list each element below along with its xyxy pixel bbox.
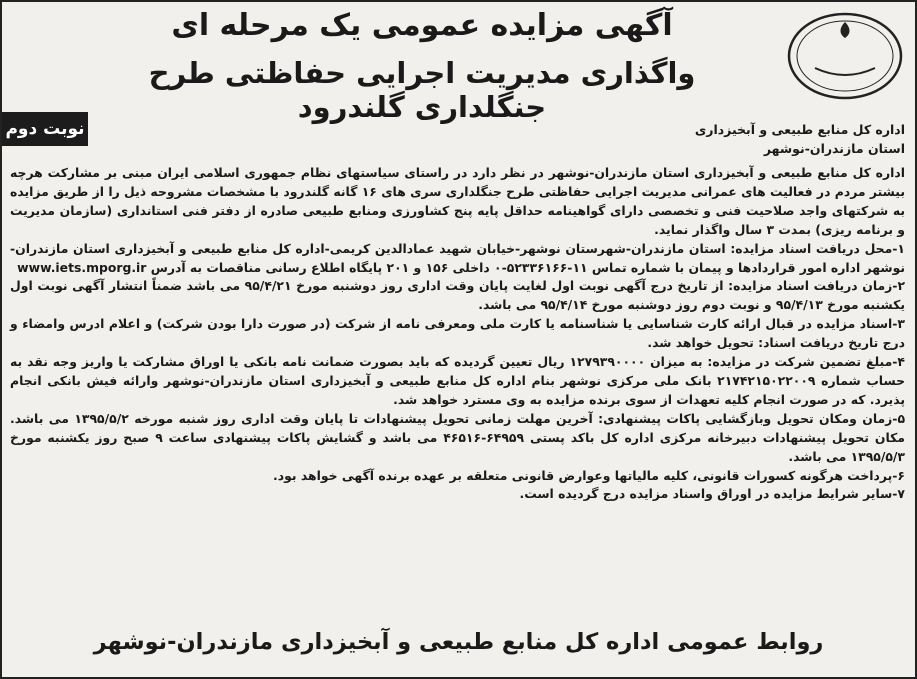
ad-body [10,164,905,504]
item-1 [10,240,905,278]
ad-title-line2: واگذاری مدیریت اجرایی حفاظتی طرح جنگلداری گلندرود [148,56,696,124]
jahad-keshavarzi-logo [785,12,905,100]
item-6: ۶-پرداخت هرگونه کسورات قانونی، کلیه مالیاتها وعوارض قانونی متعلقه بر عهده برنده آگهی خواهد بود. [273,467,905,483]
logo-emblem-icon [785,12,905,100]
issuing-organization [645,120,905,158]
item-5: ۵-زمان ومکان تحویل وبازگشایی پاکات پیشنهادی: آخرین مهلت زمانی تحویل پیشنهادات تا پایان وقت اداری روز شنبه مورخه ۱۳۹۵/۵/۲ می باشد. مکان تحویل پیشنهادات دبیرخانه مرکزی اداره کل باکد پستی ۶۴۹۵۹-۴۶۵۱۶ می باشد و گشایش پاکات پیشنهادی ساعت ۹ صبح روز یکشنبه مورخ ۱۳۹۵/۵/۳ می باشد. [10,410,906,464]
item-7: ۷-سایر شرایط مزایده در اوراق واسناد مزایده درج گردیده است. [519,486,905,502]
item-3: ۳-اسناد مزایده در قبال ارائه کارت شناسایی یا شناسنامه یا کارت ملی ومعرفی نامه از شرکت (در صورت دارا بودن شرکت) و اعلام ادرس وامضاء و درج تاریخ دریافت اسناد: تحویل خواهد شد. [10,316,905,351]
org-line2: استان مازندران-نوشهر [763,141,905,156]
intro-paragraph: اداره کل منابع طبیعی و آبخیزداری استان مازندران-نوشهر در نظر دارد در راستای سیاستهای نظام جمهوری اسلامی ایران مبنی بر مشارکت هرچه بیشتر مردم در فعالیت های عمرانی مدیریت اجرایی حفاظتی طرح جنگلداری سری های ۱۶ گانه گلندرود با مشخصات مشروحه ذیل را از طریق مزایده به شرکتهای واجد صلاحیت فنی و تخصصی دارای گواهینامه حداقل پایه پنج کشاورزی ومنابع طبیعی صادره از دفتر فنی استانداری (سازمان مدیریت و برنامه ریزی) بمدت ۳ سال واگذار نماید. [10,165,905,237]
item-2: ۲-زمان دریافت اسناد مزایده: از تاریخ درج آگهی نوبت اول لغایت پایان وقت اداری روز دوشنبه مورخ ۹۵/۴/۲۱ می باشد ضمناً انتشار آگهی نوبت اول یکشنبه مورخ ۹۵/۴/۱۳ و نوبت دوم روز دوشنبه مورخ ۹۵/۴/۱۴ می باشد. [10,278,906,313]
item-1-text: ۱-محل دریافت اسناد مزایده: استان مازندران-شهرستان نوشهر-خیابان شهید عمادالدین کریمی-اداره کل منابع طبیعی و آبخیزداری استان مازندران-نوشهر اداره امور قراردادها و پیمان با شماره تماس ۱۱-۵۲۳۳۶۱۶۶-۰ داخلی ۱۵۶ و ۲۰۱ پایگاه اطلاع رسانی مناقصات به آدرس [10,240,905,275]
org-line1: اداره کل منابع طبیعی و آبخیزداری [694,122,905,137]
item-4: ۴-مبلغ تضمین شرکت در مزایده: به میزان ۱۲۷۹۳۹۰۰۰۰ ریال تعیین گردیده که باید بصورت ضمانت نامه بانکی یا اوراق مشارکت یا واریز وجه نقد به حساب شماره ۲۱۷۴۲۱۵۰۲۲۰۰۹ بانک ملی مرکزی نوشهر بنام اداره کل منابع طبیعی و آبخیزداری استان مازندران-نوشهر وارائه فیش بانکی انجام پذیرد. که در صورت انجام کلیه تعهدات از سوی برنده مزایده به وی مسترد خواهد شد. [10,354,905,407]
footer-public-relations: روابط عمومی اداره کل منابع طبیعی و آبخیزداری مازندران-نوشهر [93,629,824,655]
round-badge: نوبت دوم [2,112,88,146]
website-url: www.iets.mporg.ir [17,259,147,275]
ad-title-line1: آگهی مزایده عمومی یک مرحله ای [171,8,673,43]
